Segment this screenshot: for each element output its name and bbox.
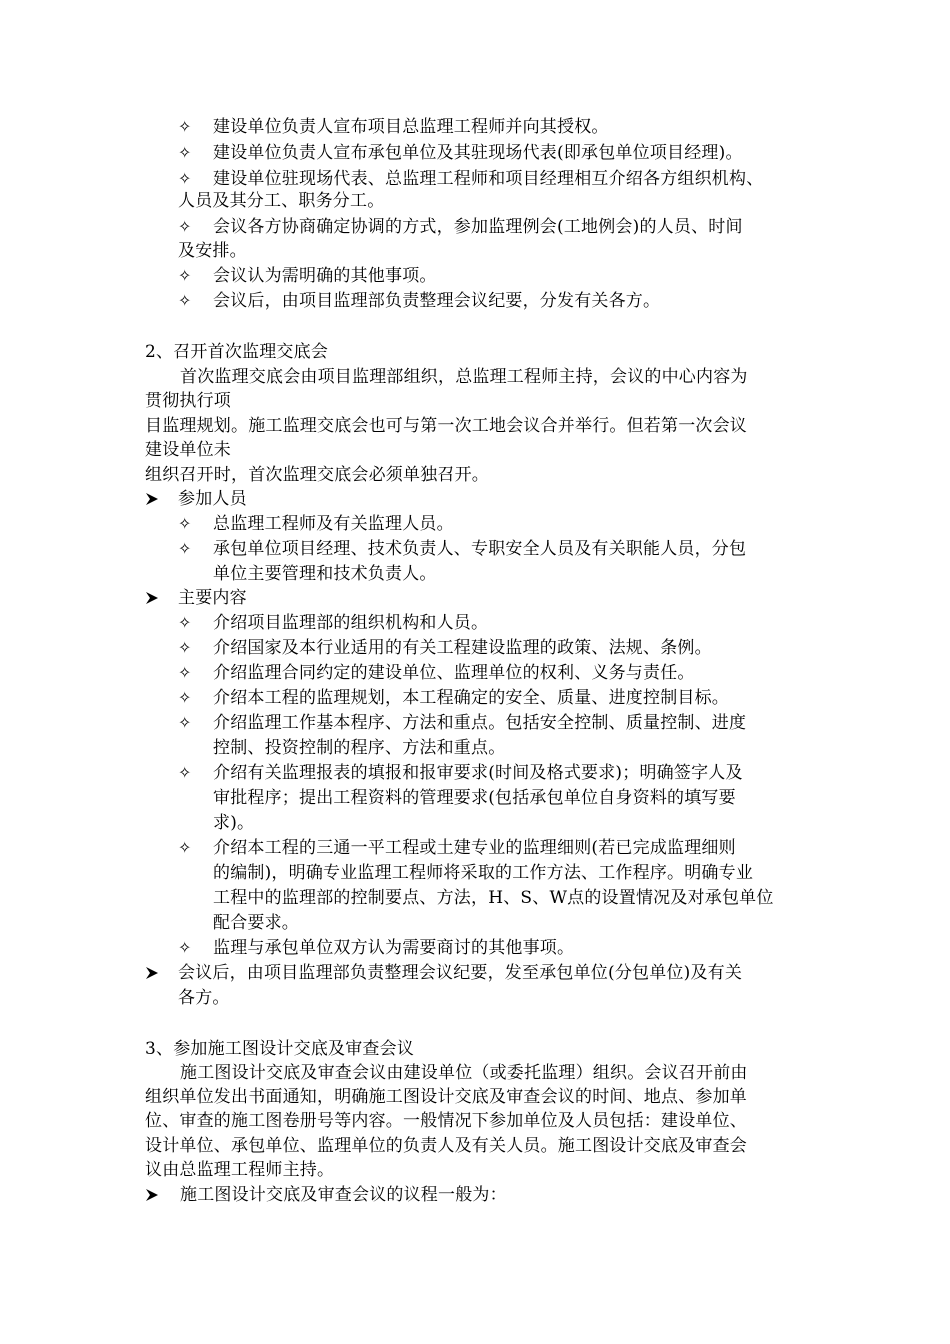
list-item: 介绍监理合同约定的建设单位、监理单位的权利、义务与责任。 [213,663,695,683]
paragraph-line: 建设单位未 [145,440,231,460]
paragraph-line: 议由总监理工程师主持。 [145,1160,335,1180]
paragraph-line: 首次监理交底会由项目监理部组织，总监理工程师主持，会议的中心内容为 [180,367,748,387]
diamond-star-bullet-icon: ✧ [178,117,192,136]
list-item: 会议各方协商确定协调的方式，参加监理例会(工地例会)的人员、时间 [213,217,743,237]
diamond-star-bullet-icon: ✧ [178,938,192,957]
list-item: 监理与承包单位双方认为需要商讨的其他事项。 [213,938,575,958]
section-heading: 3、参加施工图设计交底及审查会议 [145,1039,415,1059]
paragraph-line: 组织单位发出书面通知，明确施工图设计交底及审查会议的时间、地点、参加单 [145,1087,747,1107]
diamond-star-bullet-icon: ✧ [178,613,192,632]
arrowhead-bullet-icon [145,486,159,512]
list-item-continuation: 配合要求。 [213,913,299,933]
list-item: 总监理工程师及有关监理人员。 [213,514,454,534]
diamond-star-bullet-icon: ✧ [178,838,192,857]
arrowhead-bullet-icon [145,1182,159,1208]
list-item: 介绍国家及本行业适用的有关工程建设监理的政策、法规、条例。 [213,638,712,658]
list-item-continuation: 单位主要管理和技术负责人。 [213,564,437,584]
diamond-star-bullet-icon: ✧ [178,266,192,285]
paragraph-line: 设计单位、承包单位、监理单位的负责人及有关人员。施工图设计交底及审查会 [145,1136,747,1156]
diamond-star-bullet-icon: ✧ [178,291,192,310]
list-item: 建设单位驻现场代表、总监理工程师和项目经理相互介绍各方组织机构、 [213,169,764,189]
paragraph-line: 施工图设计交底及审查会议由建设单位（或委托监理）组织。会议召开前由 [180,1063,748,1083]
list-item-continuation: 求)。 [213,813,255,833]
diamond-star-bullet-icon: ✧ [178,539,192,558]
list-item-continuation: 各方。 [178,988,230,1008]
list-item-continuation: 人员及其分工、职务分工。 [178,191,385,211]
list-item-continuation: 及安排。 [178,241,247,261]
paragraph-line: 组织召开时，首次监理交底会必须单独召开。 [145,465,489,485]
list-item-continuation: 的编制)，明确专业监理工程师将采取的工作方法、工作程序。明确专业 [213,863,754,883]
list-item-continuation: 控制、投资控制的程序、方法和重点。 [213,738,506,758]
list-item: 介绍本工程的三通一平工程或土建专业的监理细则(若已完成监理细则 [213,838,736,858]
paragraph-line: 贯彻执行项 [145,391,231,411]
list-item: 建设单位负责人宣布项目总监理工程师并向其授权。 [213,117,609,137]
arrowhead-bullet-icon [145,585,159,611]
list-item: 介绍监理工作基本程序、方法和重点。包括安全控制、质量控制、进度 [213,713,747,733]
list-item: 会议认为需明确的其他事项。 [213,266,437,286]
list-item: 会议后，由项目监理部负责整理会议纪要，发至承包单位(分包单位)及有关 [178,963,743,983]
diamond-star-bullet-icon: ✧ [178,143,192,162]
paragraph-line: 目监理规划。施工监理交底会也可与第一次工地会议合并举行。但若第一次会议 [145,416,747,436]
arrowhead-bullet-icon [145,960,159,986]
list-item-continuation: 工程中的监理部的控制要点、方法，H、S、W点的设置情况及对承包单位 [213,888,774,908]
diamond-star-bullet-icon: ✧ [178,217,192,236]
list-item: 施工图设计交底及审查会议的议程一般为： [180,1185,507,1205]
sub-heading: 主要内容 [178,588,247,608]
list-item: 会议后，由项目监理部负责整理会议纪要，分发有关各方。 [213,291,661,311]
paragraph-line: 位、审查的施工图卷册号等内容。一般情况下参加单位及人员包括：建设单位、 [145,1111,747,1131]
list-item: 介绍项目监理部的组织机构和人员。 [213,613,489,633]
list-item: 承包单位项目经理、技术负责人、专职安全人员及有关职能人员，分包 [213,539,747,559]
diamond-star-bullet-icon: ✧ [178,663,192,682]
list-item: 介绍本工程的监理规划，本工程确定的安全、质量、进度控制目标。 [213,688,729,708]
sub-heading: 参加人员 [178,489,247,509]
list-item-continuation: 审批程序；提出工程资料的管理要求(包括承包单位自身资料的填写要 [213,788,736,808]
diamond-star-bullet-icon: ✧ [178,169,192,188]
diamond-star-bullet-icon: ✧ [178,763,192,782]
diamond-star-bullet-icon: ✧ [178,713,192,732]
list-item: 介绍有关监理报表的填报和报审要求(时间及格式要求)；明确签字人及 [213,763,743,783]
diamond-star-bullet-icon: ✧ [178,514,192,533]
section-heading: 2、召开首次监理交底会 [145,342,329,362]
diamond-star-bullet-icon: ✧ [178,688,192,707]
list-item: 建设单位负责人宣布承包单位及其驻现场代表(即承包单位项目经理)。 [213,143,743,163]
diamond-star-bullet-icon: ✧ [178,638,192,657]
